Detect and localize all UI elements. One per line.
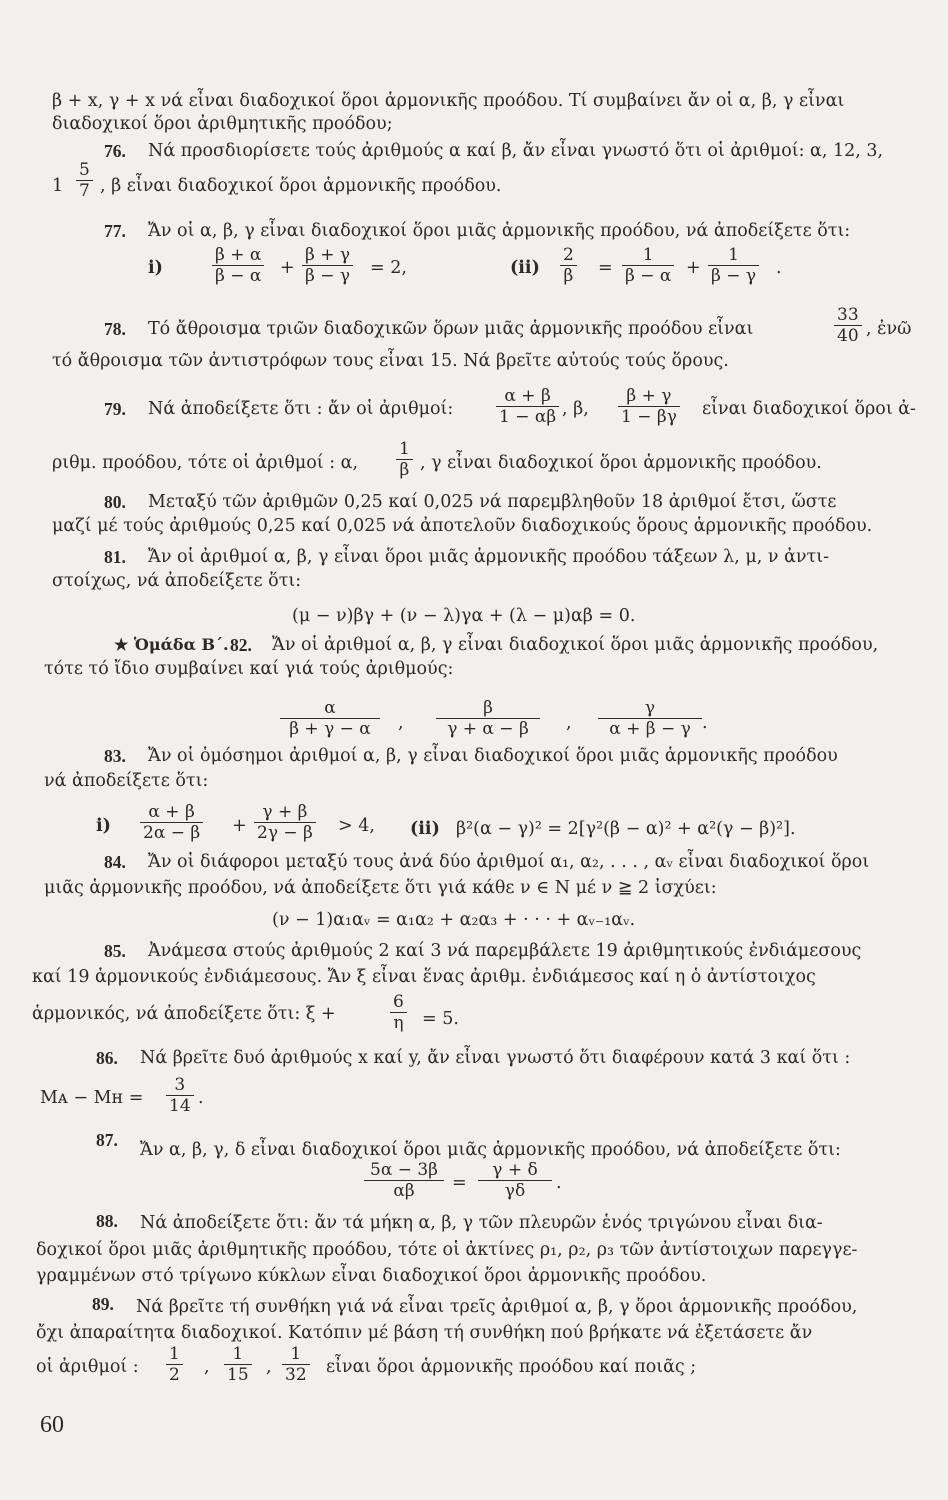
text-line: > 4, [338,816,375,836]
operator: . [776,258,782,278]
text-line: νά ἀποδείξετε ὅτι: [44,771,209,791]
exercise-number: 84. [104,852,126,872]
text-line: γραμμένων στό τρίγωνο κύκλων εἶναι διαδοχικοί ὅροι ἁρμονικῆς προόδου. [36,1266,707,1286]
text-line: Νά ἀποδείξετε ὅτι: ἄν τά μήκη α, β, γ τῶν πλευρῶν ἑνός τριγώνου εἶναι δια- [140,1213,823,1233]
item-label: (ii) [410,819,440,839]
fraction: $\frac{1}{\beta - \gamma}$ [708,245,759,286]
operator: . [556,1173,562,1193]
exercise-number: 88. [96,1211,118,1231]
text-line: 1 [52,176,64,196]
fraction: $\frac{\alpha + \beta}{1 - \alpha\beta}$ [496,386,559,427]
exercise-number: 77. [104,221,126,241]
exercise-number: 81. [104,547,126,567]
operator: = [452,1173,467,1193]
equation: (ν − 1)α₁αᵥ = α₁α₂ + α₂α₃ + · · · + αᵥ₋₁αᵥ. [272,910,636,930]
operator: . [702,713,708,733]
text-line: οἱ ἀριθμοί : [36,1357,139,1377]
text-line: μιᾶς ἁρμονικῆς προόδου, νά ἀποδείξετε ὅτι γιά κάθε ν ∈ N μέ ν ≧ 2 ἰσχύει: [44,878,717,898]
fraction: $\frac{\beta}{\gamma + \alpha - \beta}$ [436,698,540,739]
exercise-number: 79. [104,399,126,419]
fraction: $\frac{\beta + \alpha}{\beta - \alpha}$ [212,245,264,286]
item-label: i) [148,258,163,278]
separator: , [398,713,404,733]
text-line: δοχικοί ὅροι μιᾶς ἀριθμητικῆς προόδου, τότε οἱ ἀκτίνες ρ₁, ρ₂, ρ₃ τῶν ἀντίστοιχων παρεγγε- [36,1240,858,1260]
text-line: Μεταξύ τῶν ἀριθμῶν 0,25 καί 0,025 νά παρεμβληθοῦν 18 ἀριθμοί ἔτσι, ὥστε [148,492,837,512]
text-line: τότε τό ἴδιο συμβαίνει καί γιά τούς ἀριθμούς: [44,659,454,679]
fraction: $\frac{1}{15}$ [224,1344,252,1385]
exercise-number: 78. [104,319,126,339]
fraction: $\frac{2}{\beta}$ [560,245,577,286]
text-line: στοίχως, νά ἀποδείξετε ὅτι: [52,571,302,591]
item-label: i) [96,816,111,836]
text-line: β + x, γ + x νά εἶναι διαδοχικοί ὅροι ἁρμονικῆς προόδου. Τί συμβαίνει ἄν οἱ α, β, γ εἶναι [52,91,845,111]
exercise-number: 82. [230,635,252,655]
exercise-number: 87. [96,1130,118,1150]
text-line: Τό ἄθροισμα τριῶν διαδοχικῶν ὅρων μιᾶς ἁρμονικῆς προόδου εἶναι [148,319,754,339]
operator: + [232,816,247,836]
separator: , [566,713,572,733]
separator: , [266,1357,272,1377]
text-line: εἶναι ὅροι ἁρμονικῆς προόδου καί ποιᾶς ; [326,1357,697,1377]
text-line: εἶναι διαδοχικοί ὅροι ἀ- [702,399,916,419]
fraction: $\frac{\beta + \gamma}{\beta - \gamma}$ [302,245,353,286]
fraction: $\frac{5}{7}$ [76,160,93,201]
operator: = [598,258,613,278]
text-line: διαδοχικοί ὅροι ἀριθμητικῆς προόδου; [52,114,393,134]
text-line: = 2, [370,258,407,278]
fraction: $\frac{1}{2}$ [166,1344,183,1385]
fraction: $\frac{1}{\beta}$ [396,439,413,480]
fraction: $\frac{5\alpha - 3\beta}{\alpha\beta}$ [364,1160,444,1201]
fraction: $\frac{1}{\beta - \alpha}$ [622,245,674,286]
fraction: $\frac{\gamma + \delta}{\gamma\delta}$ [478,1160,552,1201]
separator: , [204,1357,210,1377]
group-heading: ★ Ὁμάδα Β΄. [114,635,229,654]
text-line: Ἄν οἱ ἀριθμοί α, β, γ εἶναι διαδοχικοί ὅροι μιᾶς ἁρμονικῆς προόδου, [272,635,879,655]
text-line: Νά προσδιορίσετε τούς ἀριθμούς α καί β, ἄν εἶναι γνωστό ὅτι οἱ ἀριθμοί: α, 12, 3, [148,141,884,161]
text-line: Mᴀ − Mʜ = [40,1088,144,1108]
text-line: Νά ἀποδείξετε ὅτι : ἄν οἱ ἀριθμοί: [148,399,454,419]
text-line: Ἄν α, β, γ, δ εἶναι διαδοχικοί ὅροι μιᾶς ἁρμονικῆς προόδου, νά ἀποδείξετε ὅτι: [140,1140,841,1160]
exercise-number: 86. [96,1048,118,1068]
text-line: μαζί μέ τούς ἀριθμούς 0,25 καί 0,025 νά ἀποτελοῦν διαδοχικούς ὅρους ἁρμονικῆς προόδου. [52,516,873,536]
operator: + [686,258,701,278]
fraction: $\frac{\gamma + \beta}{2\gamma - \beta}$ [254,802,316,843]
fraction: $\frac{33}{40}$ [834,305,862,346]
fraction: $\frac{3}{14}$ [166,1075,194,1116]
exercise-number: 80. [104,492,126,512]
text-line: Ἄν οἱ ἀριθμοί α, β, γ εἶναι ὅροι μιᾶς ἁρμονικῆς προόδου τάξεων λ, μ, ν ἀντι- [148,547,829,567]
text-line: Ἄν οἱ α, β, γ εἶναι διαδοχικοί ὅροι μιᾶς ἁρμονικῆς προόδου, νά ἀποδείξετε ὅτι: [148,221,851,241]
operator: . [198,1088,204,1108]
fraction: $\frac{\gamma}{\alpha + \beta - \gamma}$ [598,698,702,739]
operator: + [280,258,295,278]
exercise-number: 83. [104,746,126,766]
text-line: = 5. [422,1009,459,1029]
fraction: $\frac{\beta + \gamma}{1 - \beta\gamma}$ [618,386,680,427]
text-line: ἁρμονικός, νά ἀποδείξετε ὅτι: ξ + [32,1004,336,1024]
exercise-number: 76. [104,141,126,161]
equation: β²(α − γ)² = 2[γ²(β − α)² + α²(γ − β)²]. [456,819,796,839]
item-label: (ii) [510,258,540,278]
text-line: , β εἶναι διαδοχικοί ὅροι ἁρμονικῆς προόδου. [100,176,502,196]
text-line: Νά βρεῖτε δυό ἀριθμούς x καί y, ἄν εἶναι γνωστό ὅτι διαφέρουν κατά 3 καί ὅτι : [140,1048,851,1068]
page-number: 60 [40,1412,64,1438]
fraction: $\frac{\alpha}{\beta + \gamma - \alpha}$ [280,698,380,739]
text-line: ριθμ. προόδου, τότε οἱ ἀριθμοί : α, [52,453,359,473]
text-line: τό ἄθροισμα τῶν ἀντιστρόφων τους εἶναι 15. Νά βρεῖτε αὐτούς τούς ὅρους. [52,351,729,371]
text-line: ὄχι ἀπαραίτητα διαδοχικοί. Κατόπιν μέ βάση τή συνθήκη πού βρήκατε νά ἐξετάσετε ἄν [36,1323,813,1343]
exercise-number: 89. [92,1294,114,1314]
fraction: $\frac{1}{32}$ [282,1344,310,1385]
text-line: Ἄν οἱ ὁμόσημοι ἀριθμοί α, β, γ εἶναι διαδοχικοί ὅροι μιᾶς ἁρμονικῆς προόδου [148,746,838,766]
text-line: Ἀνάμεσα στούς ἀριθμούς 2 καί 3 νά παρεμβάλετε 19 ἀριθμητικούς ἐνδιάμεσους [148,941,862,961]
equation: (μ − ν)βγ + (ν − λ)γα + (λ − μ)αβ = 0. [292,606,636,626]
text-line: Νά βρεῖτε τή συνθήκη γιά νά εἶναι τρεῖς ἀριθμοί α, β, γ ὅροι ἁρμονικῆς προόδου, [136,1297,858,1317]
text-line: Ἄν οἱ διάφοροι μεταξύ τους ἀνά δύο ἀριθμοί α₁, α₂, . . . , αᵥ εἶναι διαδοχικοί ὅροι [148,852,870,872]
fraction: $\frac{6}{\eta}$ [390,992,407,1033]
text-line: , ἐνῶ [866,319,912,339]
text-line: καί 19 ἁρμονικούς ἐνδιάμεσους. Ἄν ξ εἶναι ἕνας ἀριθμ. ἐνδιάμεσος καί η ὁ ἀντίστοιχος [32,967,816,987]
text-line: , β, [562,399,589,419]
fraction: $\frac{\alpha + \beta}{2\alpha - \beta}$ [140,802,203,843]
exercise-number: 85. [104,941,126,961]
text-line: , γ εἶναι διαδοχικοί ὅροι ἁρμονικῆς προόδου. [420,453,822,473]
